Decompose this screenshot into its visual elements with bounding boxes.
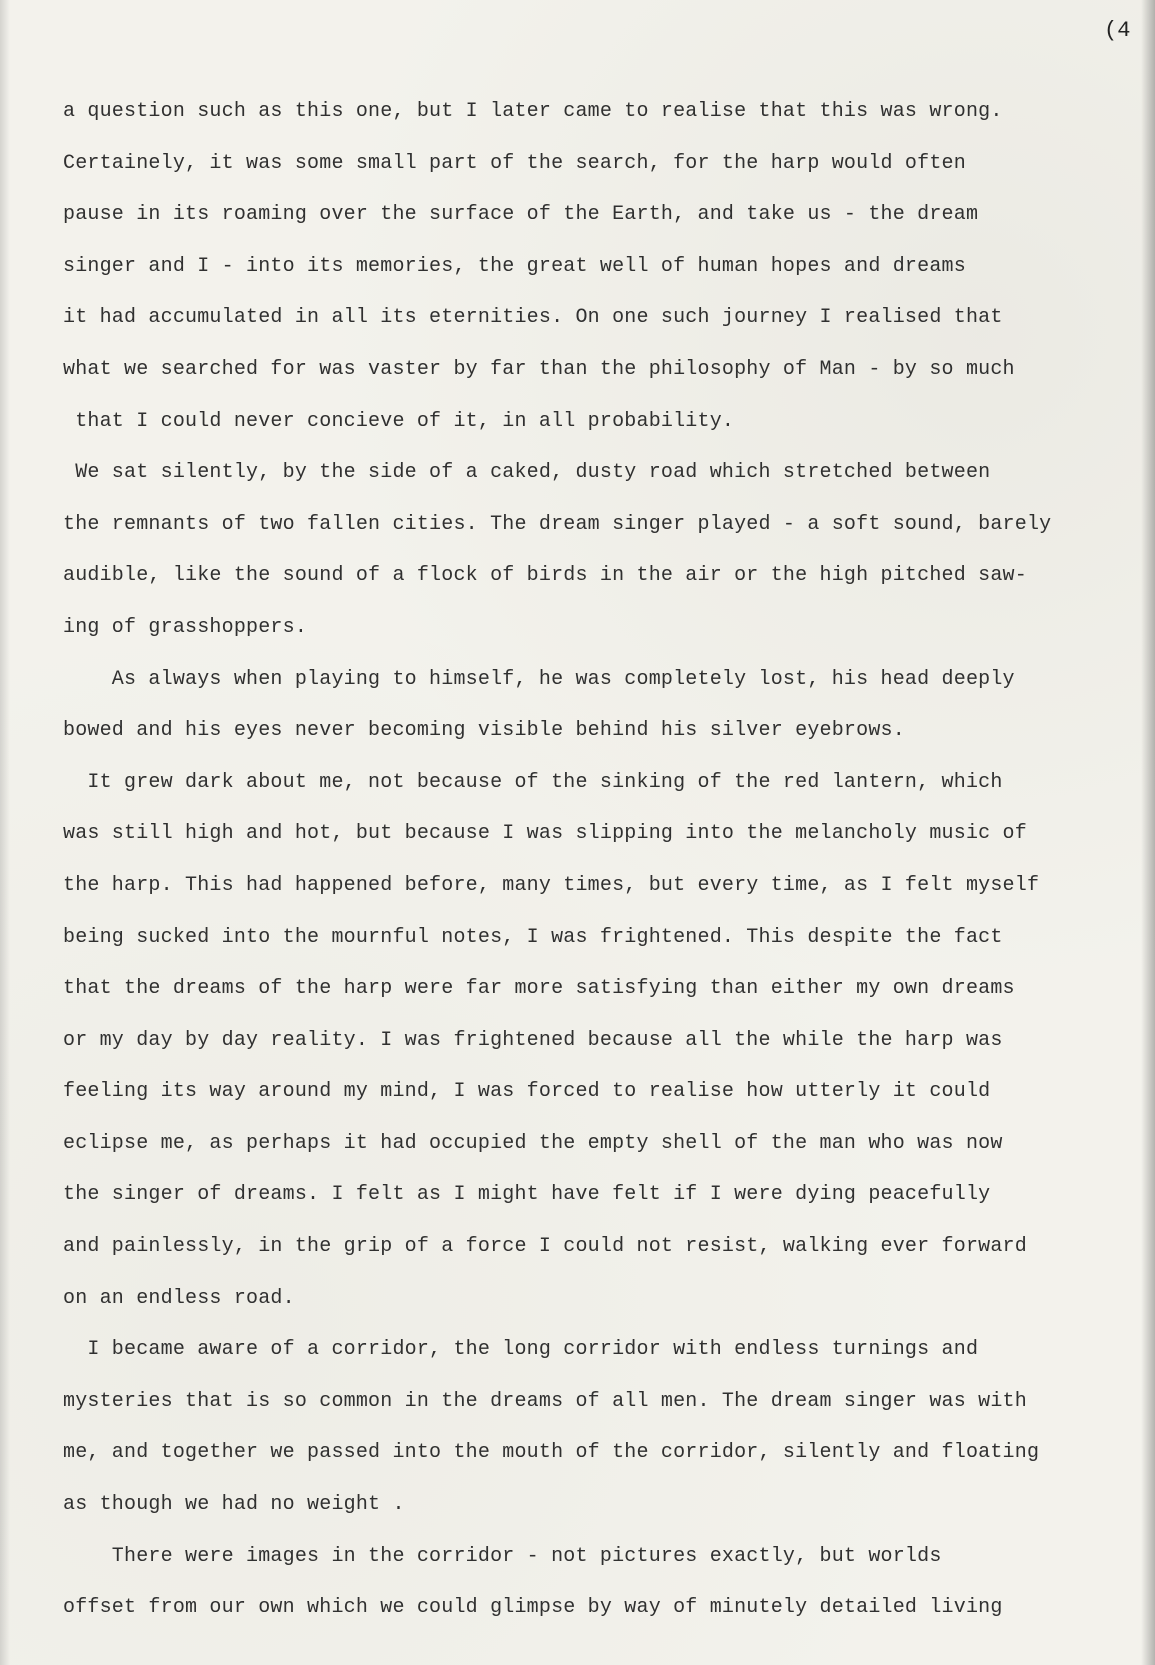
page-left-edge-shadow <box>0 0 10 1665</box>
text-line: offset from our own which we could glimpse by way of minutely detailed living <box>63 1596 1003 1620</box>
page-number: (4 <box>1104 18 1131 43</box>
text-line: a question such as this one, but I later came to realise that this was wrong. <box>63 100 1003 123</box>
text-line: as though we had no weight . <box>63 1493 405 1517</box>
text-line: that the dreams of the harp were far more satisfying than either my own dreams <box>63 977 1015 1001</box>
text-line: mysteries that is so common in the dreams of all men. The dream singer was with <box>63 1389 1027 1413</box>
text-line: the remnants of two fallen cities. The dream singer played - a soft sound, barely <box>63 512 1052 536</box>
text-line: There were images in the corridor - not pictures exactly, but worlds <box>63 1544 942 1568</box>
text-line: me, and together we passed into the mouth of the corridor, silently and floating <box>63 1441 1040 1465</box>
page-right-edge-shadow <box>1141 0 1155 1665</box>
text-line: As always when playing to himself, he was completely lost, his head deeply <box>63 667 1015 691</box>
text-line: that I could never concieve of it, in all probability. <box>63 409 735 433</box>
text-line: or my day by day reality. I was frightened because all the while the harp was <box>63 1028 1003 1052</box>
text-line: the harp. This had happened before, many times, but every time, as I felt myself <box>63 873 1040 897</box>
text-line: was still high and hot, but because I was slipping into the melancholy music of <box>63 822 1027 846</box>
body-text <box>63 91 1143 1639</box>
text-line: Certainely, it was some small part of the search, for the harp would often <box>63 151 966 175</box>
text-line: We sat silently, by the side of a caked, dusty road which stretched between <box>63 461 991 485</box>
text-line: and painlessly, in the grip of a force I could not resist, walking ever forward <box>63 1235 1027 1259</box>
text-line: ing of grasshoppers. <box>63 615 308 639</box>
text-line: pause in its roaming over the surface of the Earth, and take us - the dream <box>63 203 979 227</box>
text-line: being sucked into the mournful notes, I was frightened. This despite the fact <box>63 925 1003 949</box>
text-line: the singer of dreams. I felt as I might have felt if I were dying peacefully <box>63 1183 991 1207</box>
text-line: eclipse me, as perhaps it had occupied the empty shell of the man who was now <box>63 1131 1003 1155</box>
text-line: on an endless road. <box>63 1286 295 1310</box>
text-line: audible, like the sound of a flock of birds in the air or the high pitched saw- <box>63 564 1027 588</box>
text-line: I became aware of a corridor, the long corridor with endless turnings and <box>63 1338 979 1362</box>
text-line: bowed and his eyes never becoming visible behind his silver eyebrows. <box>63 719 905 743</box>
text-line: it had accumulated in all its eternities. On one such journey I realised that <box>63 306 1003 330</box>
text-line: what we searched for was vaster by far than the philosophy of Man - by so much <box>63 357 1015 381</box>
text-line: singer and I - into its memories, the great well of human hopes and dreams <box>63 254 966 278</box>
text-line: feeling its way around my mind, I was forced to realise how utterly it could <box>63 1080 991 1104</box>
text-line: It grew dark about me, not because of the sinking of the red lantern, which <box>63 770 1003 794</box>
